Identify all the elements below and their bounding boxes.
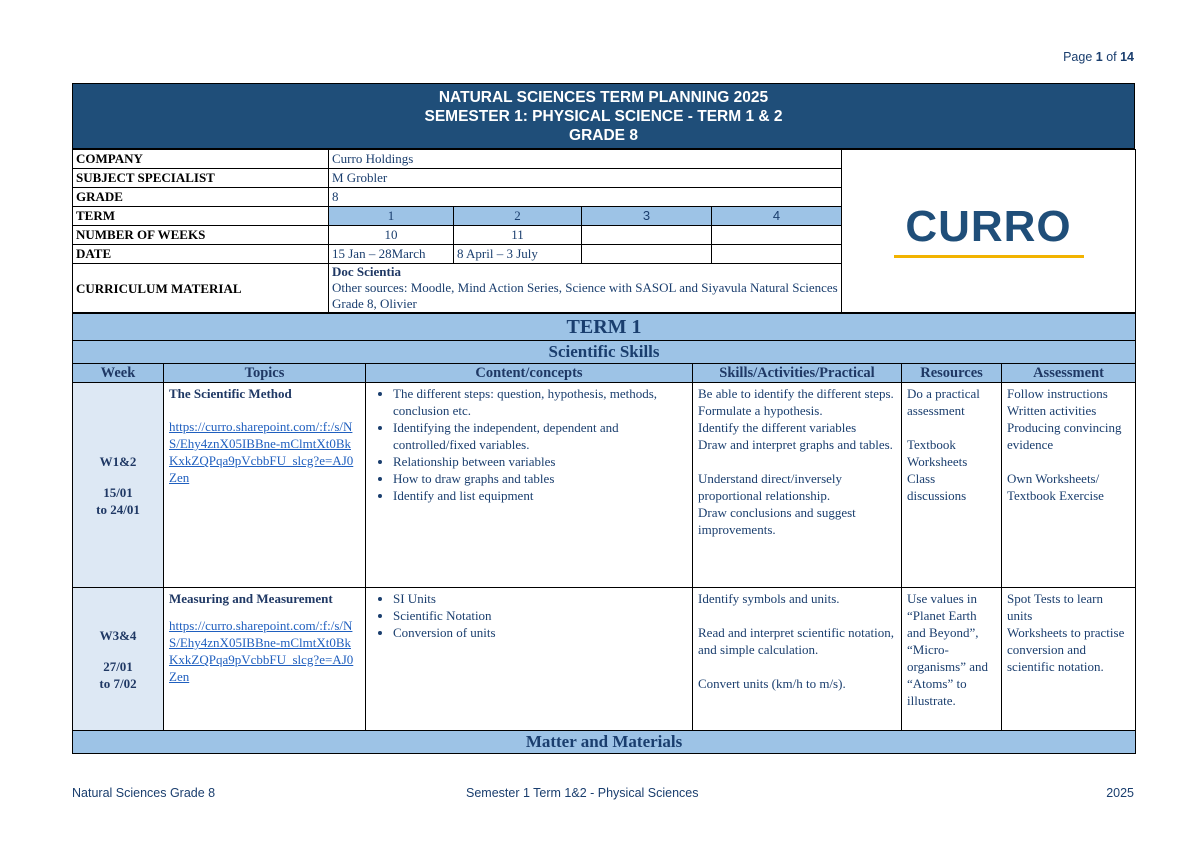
content-list [371, 590, 687, 641]
week-cell [73, 588, 164, 731]
footer-left: Natural Sciences Grade 8 [72, 786, 216, 800]
company-label: COMPANY [73, 150, 329, 169]
planning-document [72, 83, 1135, 754]
term-3: 3 [582, 207, 712, 226]
page-current: 1 [1095, 50, 1103, 64]
curriculum-label: CURRICULUM MATERIAL [73, 264, 329, 313]
topic-cell [164, 383, 366, 588]
topic-cell [164, 588, 366, 731]
curriculum-value [329, 264, 842, 313]
table-row [73, 383, 1136, 588]
footer-right: 2025 [1106, 786, 1134, 800]
column-headers [73, 364, 1136, 383]
content-list [371, 385, 687, 504]
assessment-cell: Spot Tests to learn units Worksheets to practise conversion and scientific notation. [1002, 588, 1136, 731]
page-number [1063, 50, 1134, 64]
specialist-value: M Grobler [329, 169, 842, 188]
term-label: TERM [73, 207, 329, 226]
page-total: 14 [1120, 50, 1134, 64]
table-row [73, 588, 1136, 731]
header-grade: GRADE 8 [569, 127, 638, 144]
assessment-cell: Follow instructions Written activities Producing convincing evidence Own Worksheets/ Textbook Exercise [1002, 383, 1136, 588]
curriculum-title: Doc Scientia [332, 264, 401, 279]
weeks-label: NUMBER OF WEEKS [73, 226, 329, 245]
list-item: • Identify and list equipment [393, 487, 687, 504]
specialist-label: SUBJECT SPECIALIST [73, 169, 329, 188]
list-item: • Relationship between variables [393, 453, 687, 470]
content-cell [366, 383, 693, 588]
header-semester: SEMESTER 1: PHYSICAL SCIENCE - TERM 1 & 2 [424, 108, 783, 125]
weeks-term-4 [712, 226, 842, 245]
date-term-4 [712, 245, 842, 264]
document-header [72, 83, 1135, 149]
week-label: W3&4 [99, 627, 137, 643]
company-value: Curro Holdings [329, 150, 842, 169]
date-term-3 [582, 245, 712, 264]
topic-link[interactable]: https://curro.sharepoint.com/:f:/s/NS/Ehy4znX05IBBne-mClmtXt0BkKxkZQPqa9pVcbbFU_slcg?e=AJ0Zen [169, 419, 354, 485]
col-week: Week [73, 364, 164, 383]
topic-link[interactable]: https://curro.sharepoint.com/:f:/s/NS/Ehy4znX05IBBne-mClmtXt0BkKxkZQPqa9pVcbbFU_slcg?e=AJ0Zen [169, 618, 354, 684]
resources-cell: Use values in “Planet Earth and Beyond”, “Micro-organisms” and “Atoms” to illustrate. [902, 588, 1002, 731]
curro-logo: CURRO [905, 201, 1072, 251]
header-title: NATURAL SCIENCES TERM PLANNING 2025 [438, 89, 769, 106]
date-label: DATE [73, 245, 329, 264]
topic-title: Measuring and Measurement [169, 591, 333, 606]
week-label: W1&2 [99, 453, 137, 469]
list-item: • How to draw graphs and tables [393, 470, 687, 487]
page-prefix: Page [1063, 50, 1096, 64]
content-cell [366, 588, 693, 731]
section-matter-and-materials: Matter and Materials [73, 731, 1136, 754]
date-term-1: 15 Jan – 28March [329, 245, 454, 264]
logo-cell [842, 150, 1136, 313]
list-item: • SI Units [393, 590, 687, 607]
info-table [72, 149, 1136, 313]
grade-label: GRADE [73, 188, 329, 207]
date-term-2: 8 April – 3 July [454, 245, 582, 264]
col-content: Content/concepts [366, 364, 693, 383]
weeks-term-3 [582, 226, 712, 245]
page-of: of [1102, 50, 1121, 64]
term-1: 1 [329, 207, 454, 226]
week-cell [73, 383, 164, 588]
term-2: 2 [454, 207, 582, 226]
col-assessment: Assessment [1002, 364, 1136, 383]
skills-cell: Identify symbols and units. Read and interpret scientific notation, and simple calculation. Convert units (km/h to m/s). [693, 588, 902, 731]
col-skills: Skills/Activities/Practical [693, 364, 902, 383]
col-topics: Topics [164, 364, 366, 383]
list-item: • The different steps: question, hypothesis, methods, conclusion etc. [393, 385, 687, 419]
list-item: • Scientific Notation [393, 607, 687, 624]
curriculum-sources: Other sources: Moodle, Mind Action Series, Science with SASOL and Siyavula Natural Sciences Grade 8, Olivier [332, 280, 838, 311]
col-resources: Resources [902, 364, 1002, 383]
list-item: • Conversion of units [393, 624, 687, 641]
skills-cell: Be able to identify the different steps. Formulate a hypothesis. Identify the different variables Draw and interpret graphs and tables. Understand direct/inversely proportional relationship. Draw conclusions and suggest improvements. [693, 383, 902, 588]
plan-table [72, 313, 1136, 754]
logo-underline [894, 255, 1084, 258]
weeks-term-1: 10 [329, 226, 454, 245]
footer-middle: Semester 1 Term 1&2 - Physical Sciences [466, 786, 699, 800]
grade-value: 8 [329, 188, 842, 207]
week-dates: 15/01 to 24/01 [96, 484, 140, 517]
week-dates: 27/01 to 7/02 [99, 658, 137, 691]
list-item: • Identifying the independent, dependent and controlled/fixed variables. [393, 419, 687, 453]
term-heading: TERM 1 [73, 314, 1136, 341]
section-scientific-skills: Scientific Skills [73, 341, 1136, 364]
weeks-term-2: 11 [454, 226, 582, 245]
resources-cell: Do a practical assessment Textbook Worksheets Class discussions [902, 383, 1002, 588]
topic-title: The Scientific Method [169, 386, 292, 401]
term-4: 4 [712, 207, 842, 226]
